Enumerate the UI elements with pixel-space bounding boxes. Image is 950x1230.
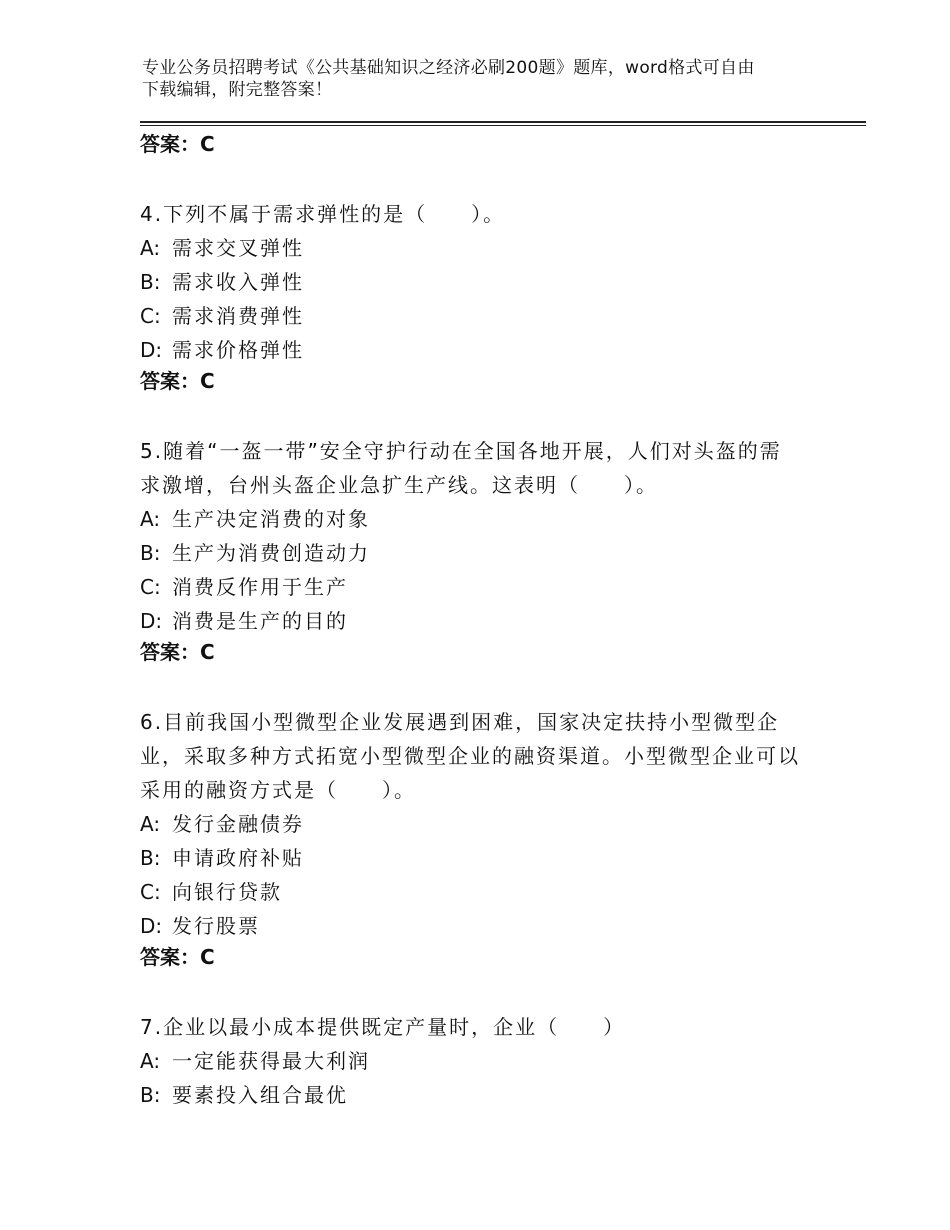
option-text: 需求收入弹性 xyxy=(172,270,304,294)
page-header xyxy=(142,57,842,101)
question-stem-line: 采用的融资方式是（ ）。 xyxy=(140,778,416,802)
option-text: 一定能获得最大利润 xyxy=(172,1049,370,1073)
option-text: 生产为消费创造动力 xyxy=(172,541,370,565)
question-stem: 7.企业以最小成本提供既定产量时，企业（ ） xyxy=(140,1015,626,1039)
option-key: A: xyxy=(140,1049,161,1073)
header-rule-thick xyxy=(140,121,866,123)
option-key: D: xyxy=(140,609,163,633)
question-4 xyxy=(140,197,820,395)
option-text: 消费反作用于生产 xyxy=(172,575,348,599)
question-stem-line: 业，采取多种方式拓宽小型微型企业的融资渠道。小型微型企业可以 xyxy=(140,744,800,768)
answer: 答案：C xyxy=(140,640,215,664)
option-d xyxy=(140,909,820,943)
question-6 xyxy=(140,705,820,971)
option-key: D: xyxy=(140,914,163,938)
option-key: C: xyxy=(140,880,161,904)
option-a xyxy=(140,502,820,536)
header-rule-thin xyxy=(140,125,866,126)
option-text: 发行股票 xyxy=(172,914,260,938)
header-line-1: 专业公务员招聘考试《公共基础知识之经济必刷200题》题库，word格式可自由 xyxy=(142,58,755,78)
previous-answer: 答案：C xyxy=(140,132,215,156)
option-b xyxy=(140,1078,820,1112)
option-key: A: xyxy=(140,507,161,531)
question-stem-line: 6.目前我国小型微型企业发展遇到困难，国家决定扶持小型微型企 xyxy=(140,710,780,734)
option-key: B: xyxy=(140,541,161,565)
option-key: C: xyxy=(140,304,161,328)
option-text: 申请政府补贴 xyxy=(172,846,304,870)
option-text: 需求价格弹性 xyxy=(172,338,304,362)
option-text: 发行金融债券 xyxy=(172,812,304,836)
option-d xyxy=(140,604,820,638)
option-key: A: xyxy=(140,236,161,260)
answer: 答案：C xyxy=(140,945,215,969)
option-text: 消费是生产的目的 xyxy=(172,609,348,633)
option-a xyxy=(140,231,820,265)
question-5 xyxy=(140,434,820,666)
option-key: C: xyxy=(140,575,161,599)
question-stem: 4.下列不属于需求弹性的是（ ）。 xyxy=(140,202,506,226)
option-text: 生产决定消费的对象 xyxy=(172,507,370,531)
option-key: B: xyxy=(140,1083,161,1107)
header-line-2: 下载编辑，附完整答案！ xyxy=(142,80,333,100)
option-c xyxy=(140,299,820,333)
option-b xyxy=(140,536,820,570)
option-c xyxy=(140,570,820,604)
option-text: 需求消费弹性 xyxy=(172,304,304,328)
option-d xyxy=(140,333,820,367)
option-text: 需求交叉弹性 xyxy=(172,236,304,260)
option-b xyxy=(140,841,820,875)
option-key: B: xyxy=(140,270,161,294)
option-text: 要素投入组合最优 xyxy=(172,1083,348,1107)
option-key: B: xyxy=(140,846,161,870)
question-stem-line: 5.随着“一盔一带”安全守护行动在全国各地开展，人们对头盔的需 xyxy=(140,439,782,463)
option-a xyxy=(140,807,820,841)
option-text: 向银行贷款 xyxy=(172,880,282,904)
option-key: D: xyxy=(140,338,163,362)
question-list xyxy=(140,130,820,1112)
question-stem-line: 求激增，台州头盔企业急扩生产线。这表明（ ）。 xyxy=(140,473,658,497)
question-7 xyxy=(140,1010,820,1112)
option-key: A: xyxy=(140,812,161,836)
option-b xyxy=(140,265,820,299)
option-c xyxy=(140,875,820,909)
answer: 答案：C xyxy=(140,369,215,393)
option-a xyxy=(140,1044,820,1078)
